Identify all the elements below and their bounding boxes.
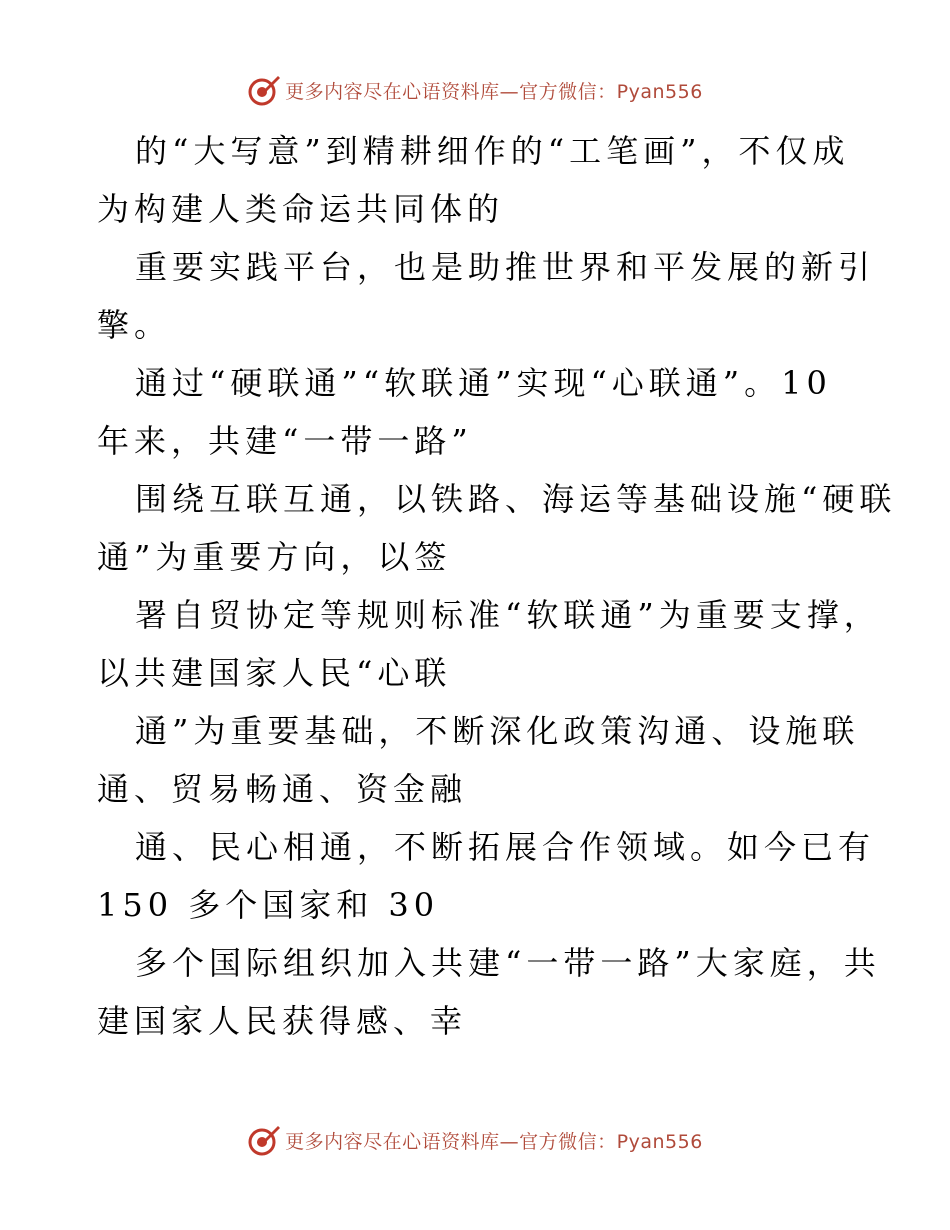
text-line: 擎。 — [97, 306, 172, 344]
text-line: 年来，共建“一带一路” — [97, 422, 473, 460]
footer-watermark — [0, 1120, 950, 1160]
pen-logo-icon — [247, 1123, 281, 1157]
text-line: 通”为重要方向，以签 — [97, 538, 452, 576]
pen-logo-icon — [247, 73, 281, 107]
watermark-text: 更多内容尽在心语资料库—官方微信：Pyan556 — [285, 80, 703, 103]
watermark-text: 更多内容尽在心语资料库—官方微信：Pyan556 — [285, 1130, 703, 1153]
text-line: 通”为重要基础，不断深化政策沟通、设施联 — [135, 712, 860, 750]
text-line: 建国家人民获得感、幸 — [97, 1002, 468, 1040]
document-body — [97, 122, 897, 1050]
text-line: 的“大写意”到精耕细作的“工笔画”，不仅成 — [135, 132, 850, 170]
text-line: 通、民心相通，不断拓展合作领域。如今已有 — [135, 828, 876, 866]
text-line: 150 多个国家和 30 — [97, 886, 440, 924]
text-line: 重要实践平台，也是助推世界和平发展的新引 — [135, 248, 876, 286]
text-line: 以共建国家人民“心联 — [97, 654, 452, 692]
text-line: 围绕互联互通，以铁路、海运等基础设施“硬联 — [135, 480, 897, 518]
text-line: 为构建人类命运共同体的 — [97, 190, 505, 228]
text-line: 通、贸易畅通、资金融 — [97, 770, 468, 808]
text-line: 通过“硬联通”“软联通”实现“心联通”。10 — [135, 364, 832, 402]
text-line: 署自贸协定等规则标准“软联通”为重要支撑， — [135, 596, 881, 634]
header-watermark — [0, 70, 950, 110]
text-line: 多个国际组织加入共建“一带一路”大家庭，共 — [135, 944, 881, 982]
